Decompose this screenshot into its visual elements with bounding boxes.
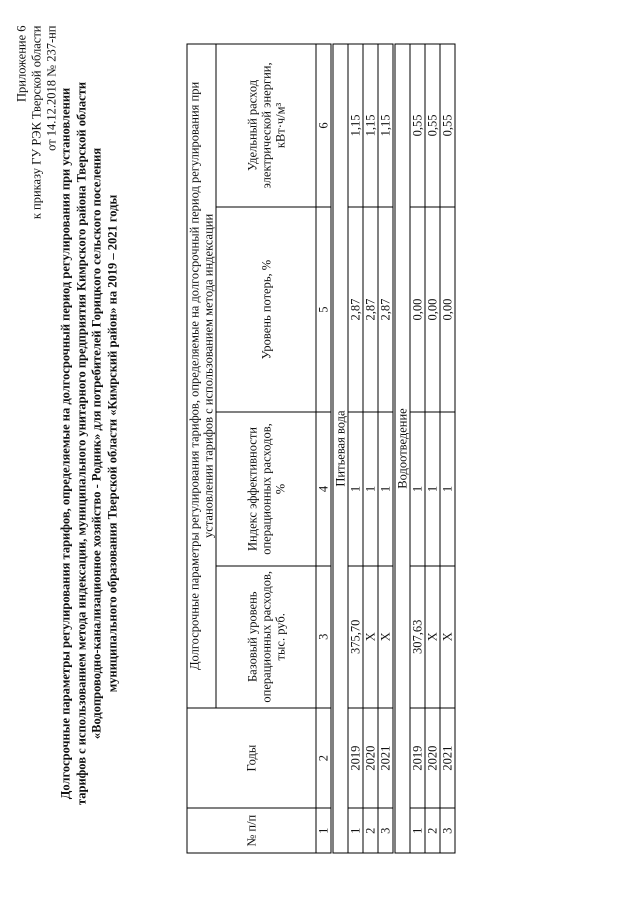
table-row xyxy=(410,44,425,853)
title-line-1: Долгосрочные параметры регулирования тарифов, определяемые на долгосрочный период регулирования при установлении xyxy=(58,87,73,800)
row-number: 2 xyxy=(425,808,440,853)
column-number: 6 xyxy=(316,44,332,207)
column-number-row xyxy=(316,44,332,853)
row-energy: 1,15 xyxy=(378,44,394,207)
row-losses: 2,87 xyxy=(363,207,378,412)
appendix-line-3: от 14.12.2018 № 237-нп xyxy=(44,25,59,151)
row-losses: 2,87 xyxy=(378,207,394,412)
row-energy: 0,55 xyxy=(440,44,455,207)
appendix-block xyxy=(15,26,60,266)
row-efficiency: 1 xyxy=(363,412,378,566)
table-row xyxy=(425,44,440,853)
row-number: 1 xyxy=(410,808,425,853)
row-efficiency: 1 xyxy=(425,412,440,566)
row-year: 2020 xyxy=(363,708,378,809)
document-title xyxy=(59,54,121,834)
row-year: 2021 xyxy=(378,708,394,809)
row-cost: Х xyxy=(425,566,440,708)
header-losses: Уровень потерь, % xyxy=(216,207,316,412)
title-line-2: тарифов с использованием метода индексации, муниципального унитарного предприятия Кимрского района Тверской области xyxy=(74,81,88,806)
row-year: 2019 xyxy=(348,708,363,809)
section-title: Питьевая вода xyxy=(332,44,348,853)
appendix-line-1: Приложение 6 xyxy=(14,25,29,102)
row-efficiency: 1 xyxy=(440,412,455,566)
row-year: 2019 xyxy=(410,708,425,809)
row-efficiency: 1 xyxy=(410,412,425,566)
row-year: 2021 xyxy=(440,708,455,809)
header-energy: Удельный расход электрической энергии, кВт·ч/м³ xyxy=(216,44,316,207)
section-row xyxy=(332,44,348,853)
table-row xyxy=(363,44,378,853)
column-number: 3 xyxy=(316,566,332,708)
row-efficiency: 1 xyxy=(348,412,363,566)
column-number: 5 xyxy=(316,207,332,412)
row-number: 3 xyxy=(378,808,394,853)
table-row xyxy=(440,44,455,853)
appendix-line-2: к приказу ГУ РЭК Тверской области xyxy=(29,25,44,220)
row-year: 2020 xyxy=(425,708,440,809)
row-losses: 2,87 xyxy=(348,207,363,412)
header-num: № п/п xyxy=(187,808,316,853)
title-line-3: «Водопроводно-канализационное хозяйство - Родник» для потребителей Горицкого сельского поселения xyxy=(89,147,104,740)
rotated-page xyxy=(1,0,639,904)
row-efficiency: 1 xyxy=(378,412,394,566)
title-line-4: муниципального образования Тверской области «Кимрский район» на 2019 – 2021 годы xyxy=(105,194,119,693)
row-cost: Х xyxy=(440,566,455,708)
column-number: 1 xyxy=(316,808,332,853)
header-group: Долгосрочные параметры регулирования тарифов, определяемые на долгосрочный период регулирования при установлении тарифов с использованием метода индексации xyxy=(187,44,216,708)
row-number: 2 xyxy=(363,808,378,853)
row-cost: 307,63 xyxy=(410,566,425,708)
row-cost: Х xyxy=(378,566,394,708)
row-energy: 1,15 xyxy=(348,44,363,207)
column-number: 4 xyxy=(316,412,332,566)
row-energy: 1,15 xyxy=(363,44,378,207)
row-energy: 0,55 xyxy=(410,44,425,207)
column-number: 2 xyxy=(316,708,332,809)
row-number: 1 xyxy=(348,808,363,853)
row-cost: Х xyxy=(363,566,378,708)
header-year: Годы xyxy=(187,708,316,809)
row-losses: 0,00 xyxy=(410,207,425,412)
section-row xyxy=(394,44,410,853)
header-efficiency: Индекс эффективности операционных расходов, % xyxy=(216,412,316,566)
section-title: Водоотведение xyxy=(394,44,410,853)
row-losses: 0,00 xyxy=(440,207,455,412)
parameters-table xyxy=(187,44,456,854)
row-energy: 0,55 xyxy=(425,44,440,207)
header-cost: Базовый уровень операционных расходов, тыс. руб. xyxy=(216,566,316,708)
row-cost: 375,70 xyxy=(348,566,363,708)
table-row xyxy=(378,44,394,853)
row-number: 3 xyxy=(440,808,455,853)
table-row xyxy=(348,44,363,853)
row-losses: 0,00 xyxy=(425,207,440,412)
